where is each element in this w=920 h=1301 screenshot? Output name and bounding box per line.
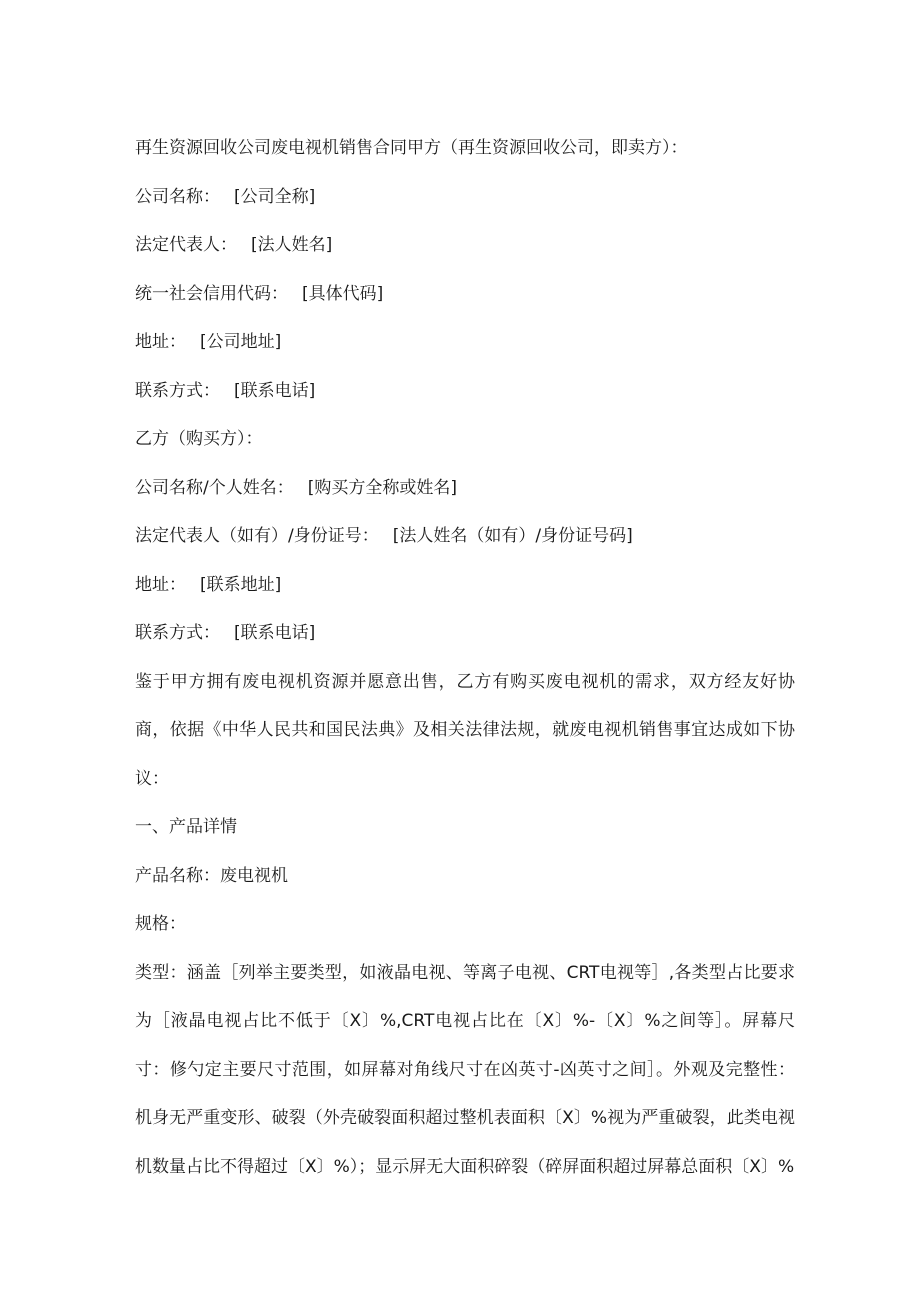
field-value: [联系电话] [234, 380, 316, 401]
contract-body [135, 124, 795, 1191]
field-value: [公司地址] [200, 332, 282, 352]
spec-label: 规格： [135, 914, 186, 934]
spec-paragraph: 类型：涵盖［列举主要类型，如液晶电视、等离子电视、CRT电视等］,各类型占比要求为［液晶电视占比不低于〔X〕%,CRT电视占比在〔X〕%-〔X〕%之间等］。屏幕尺寸：修勺定主要尺寸范围，如屏幕对角线尺寸在凶英寸-凶英寸之间］。外观及完整性：机身无严重变形、破裂（外壳破裂面积超过整机表面积〔X〕%视为严重破裂，此类电视机数量占比不得超过〔X〕%）；显示屏无大面积碎裂（碎屏面积超过屏幕总面积〔X〕% [135, 962, 795, 1177]
section-heading: 一、产品详情 [135, 817, 237, 837]
field-value: [法人姓名] [251, 235, 333, 255]
party-b-address [135, 561, 795, 610]
field-label: 统一社会信用代码： [135, 283, 288, 304]
field-value: [联系地址] [200, 574, 282, 595]
field-value: [法人姓名（如有）/身份证号码] [392, 526, 633, 546]
field-label: 地址： [135, 332, 186, 352]
field-value: [公司全称] [234, 186, 316, 207]
field-label: 联系方式： [135, 380, 220, 401]
field-label: 法定代表人（如有）/身份证号： [135, 526, 379, 546]
party-a-address [135, 318, 795, 367]
field-label: 地址： [135, 574, 186, 595]
field-label: 公司名称： [135, 186, 220, 207]
party-b-legal-rep [135, 512, 795, 561]
field-value: [联系电话] [234, 623, 316, 643]
party-a-contact [135, 367, 795, 416]
preamble-paragraph: 鉴于甲方拥有废电视机资源并愿意出售，乙方有购买废电视机的需求，双方经友好协商，依据《中华人民共和国民法典》及相关法律法规，就废电视机销售事宜达成如下协议： [135, 671, 795, 789]
product-name: 产品名称：废电视机 [135, 865, 288, 886]
contract-title: 再生资源回收公司废电视机销售合同甲方（再生资源回收公司，即卖方）： [135, 138, 688, 158]
field-value: [具体代码] [302, 283, 384, 304]
party-a-legal-rep [135, 221, 795, 270]
party-b-contact [135, 609, 795, 658]
field-label: 联系方式： [135, 623, 220, 643]
field-label: 法定代表人： [135, 235, 237, 255]
field-label: 公司名称/个人姓名： [135, 477, 294, 498]
party-a-credit-code [135, 270, 795, 319]
party-a-company-name [135, 173, 795, 222]
party-b-name [135, 464, 795, 513]
party-b-heading: 乙方（购买方）： [135, 429, 263, 449]
field-value: [购买方全称或姓名] [307, 477, 457, 498]
